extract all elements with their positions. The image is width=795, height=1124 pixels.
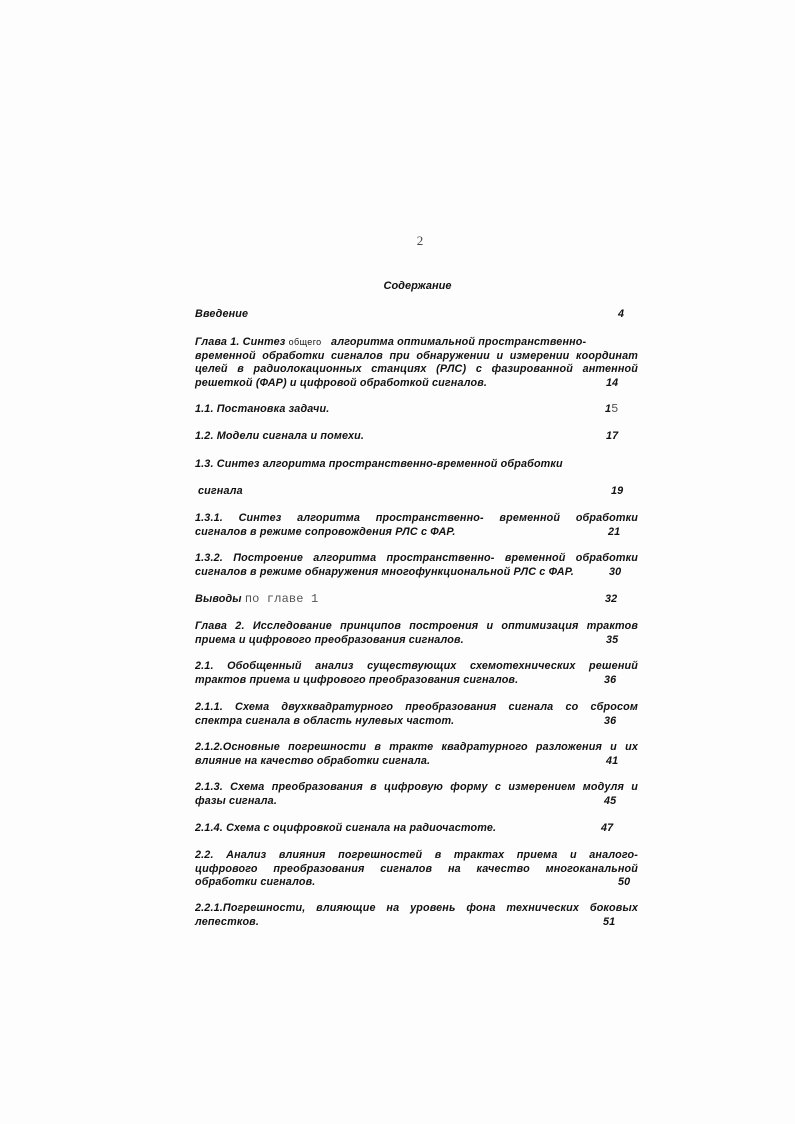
- toc-entry-page-suffix: 5: [611, 402, 619, 416]
- toc-entry-label: спектра сигнала в область нулевых частот.: [195, 714, 455, 727]
- toc-entry-label: целей в радиолокационных станциях (РЛС) с фазированной антенной: [195, 363, 638, 375]
- toc-entry-page: 51: [603, 915, 616, 928]
- toc-entry-page: 50: [618, 876, 631, 888]
- toc-entry-label: временной обработки сигналов при обнаружении и измерении координат: [195, 349, 638, 362]
- toc-entry-2-1-2[interactable]: [195, 741, 638, 768]
- toc-entry-1-3-1[interactable]: [195, 512, 638, 539]
- toc-entry-label: лепестков.: [195, 915, 260, 928]
- toc-entry-label: 2.1. Обобщенный анализ существующих схемотехнических решений: [195, 660, 638, 672]
- toc-entry-label: сигналов в режиме сопровождения РЛС с ФАР.: [195, 525, 456, 538]
- toc-entry-page: 30: [609, 565, 622, 578]
- toc-entry-label: алгоритма оптимальной пространственно-: [331, 336, 587, 348]
- toc-entry-label: 2.1.2.Основные погрешности в тракте квадратурного разложения и их: [195, 741, 638, 753]
- toc-entry-conclusions-1[interactable]: [195, 593, 638, 607]
- toc-entry-label: Выводы: [195, 593, 242, 605]
- toc-entry-page: 4: [618, 308, 625, 320]
- toc-entry-label: цифрового преобразования сигналов на качество многоканальной: [195, 862, 638, 875]
- toc-entry-1-3[interactable]: [195, 458, 638, 472]
- toc-entry-2-2[interactable]: [195, 849, 638, 890]
- toc-entry-label-mono: по главе 1: [244, 592, 319, 606]
- toc-title: Содержание: [383, 280, 452, 292]
- toc-entry-label: трактов приема и цифрового преобразования сигналов.: [195, 673, 519, 686]
- toc-entry-label: 2.1.3. Схема преобразования в цифровую форму с измерением модуля и: [195, 781, 638, 793]
- toc-entry-label: приема и цифрового преобразования сигналов.: [195, 633, 464, 646]
- toc-entry-label: сигнала: [198, 485, 243, 497]
- toc-entry-label: 2.1.4. Схема с оцифровкой сигнала на радиочастоте.: [195, 822, 497, 834]
- toc-entry-introduction[interactable]: [195, 308, 638, 322]
- toc-entry-page: 14: [606, 376, 619, 389]
- toc-entry-page: 36: [604, 714, 617, 727]
- toc-entry-label: 1.2. Модели сигнала и помехи.: [195, 430, 365, 442]
- toc-entry-page: 19: [611, 485, 624, 497]
- toc-entry-page: 17: [606, 430, 619, 442]
- toc-entry-1-2[interactable]: [195, 430, 638, 444]
- toc-entry-page: 41: [606, 754, 619, 767]
- toc-entry-2-1-4[interactable]: [195, 822, 638, 836]
- toc-entry-2-2-1[interactable]: [195, 902, 638, 929]
- toc-entry-label: 2.2.1.Погрешности, влияющие на уровень фона технических боковых: [195, 902, 638, 914]
- toc-entry-label: 2.1.1. Схема двухквадратурного преобразования сигнала со сбросом: [195, 701, 638, 713]
- toc-entry-1-1[interactable]: [195, 403, 638, 417]
- toc-entry-page: 36: [604, 673, 617, 686]
- toc-entry-label: Введение: [195, 308, 249, 320]
- toc-entry-label: влияние на качество обработки сигнала.: [195, 754, 431, 767]
- toc-entry-label: 1.3. Синтез алгоритма пространственно-временной обработки: [195, 458, 563, 470]
- toc-entry-label: 1.3.2. Построение алгоритма пространственно- временной обработки: [195, 552, 638, 564]
- toc-entry-page: 47: [601, 822, 614, 834]
- toc-entry-page: 35: [606, 633, 619, 646]
- toc-entry-chapter-2[interactable]: [195, 620, 638, 647]
- toc-entry-label: сигналов в режиме обнаружения многофункциональной РЛС с ФАР.: [195, 565, 574, 578]
- toc-entry-label: 2.2. Анализ влияния погрешностей в трактах приема и аналого-: [195, 849, 638, 861]
- toc-entry-label: решеткой (ФАР) и цифровой обработкой сигналов.: [195, 376, 488, 389]
- toc-entry-label-caps: общего: [288, 337, 322, 347]
- toc-entry-2-1-3[interactable]: [195, 781, 638, 808]
- toc-entry-page: 1: [605, 403, 612, 415]
- toc-entry-page: 32: [605, 593, 618, 605]
- toc-entry-label: 1.3.1. Синтез алгоритма пространственно- временной обработки: [195, 512, 638, 524]
- toc-entry-label: фазы сигнала.: [195, 794, 277, 807]
- toc-entry-label: 1.1. Постановка задачи.: [195, 403, 330, 415]
- toc-entry-page: 45: [604, 794, 617, 807]
- toc-entry-label: Глава 2. Исследование принципов построения и оптимизация трактов: [195, 620, 638, 632]
- toc-entry-2-1-1[interactable]: [195, 701, 638, 728]
- toc-entry-label: Глава 1. Синтез: [195, 336, 286, 348]
- toc-entry-2-1[interactable]: [195, 660, 638, 687]
- page-number: 2: [416, 233, 424, 248]
- toc-entry-1-3-2[interactable]: [195, 552, 638, 579]
- toc-entry-page: 21: [608, 525, 621, 538]
- toc-entry-label: обработки сигналов.: [195, 876, 316, 888]
- toc-entry-chapter-1[interactable]: [195, 336, 638, 390]
- toc-entry-1-3-cont[interactable]: [195, 485, 638, 499]
